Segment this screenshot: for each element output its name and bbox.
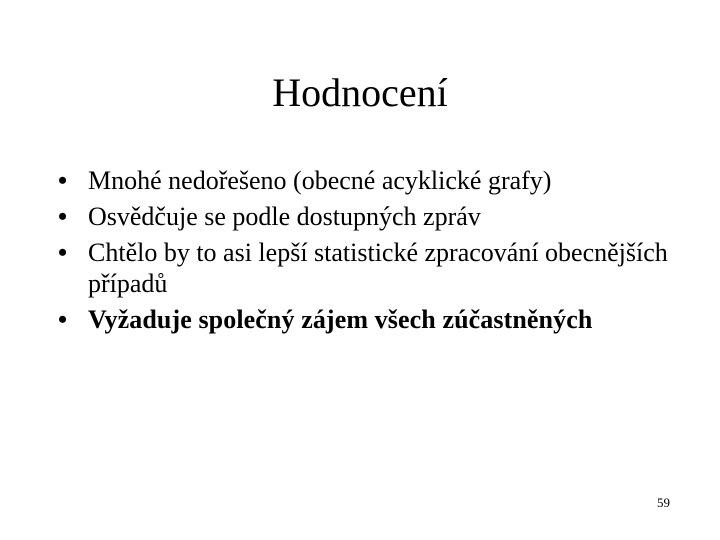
bullet-icon: • [58,238,68,267]
bullet-text: Osvědčuje se podle dostupných zpráv [88,202,481,231]
bullet-text: Mnohé nedořešeno (obecné acyklické grafy) [88,166,552,195]
bullet-item [56,201,696,232]
bullet-item [56,237,696,299]
bullet-icon: • [58,202,68,231]
bullet-text: Chtělo by to asi lepší statistické zpracování obecnějších případů [88,238,668,298]
page-number: 59 [657,495,670,510]
bullet-icon: • [58,166,68,195]
slide-title: Hodnocení [272,70,448,115]
bullet-item [56,304,696,335]
bullet-text: Vyžaduje společný zájem všech zúčastněných [88,305,593,334]
bullet-item [56,165,696,196]
bullet-list [56,165,696,340]
bullet-icon: • [58,305,68,334]
